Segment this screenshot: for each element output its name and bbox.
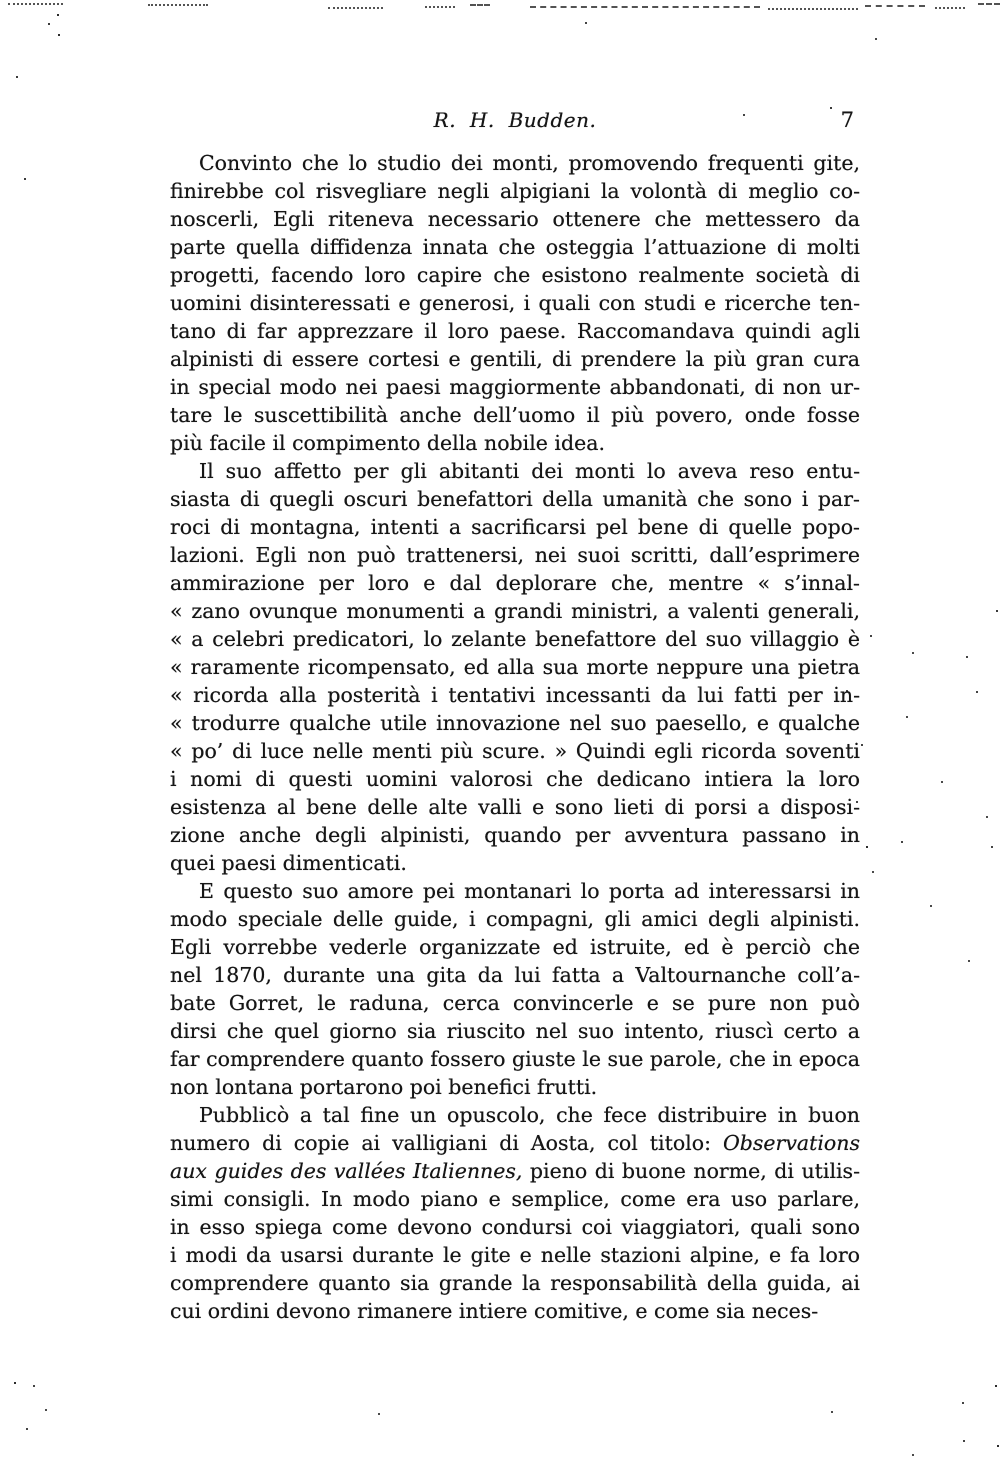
text-line: numero di copie ai valligiani di Aosta, col titolo: Observations <box>170 1131 860 1155</box>
text-line: tare le suscettibilità anche dell’uomo il più povero, onde fosse <box>170 403 860 427</box>
scan-artifact-top <box>978 3 1000 5</box>
text-line: « trodurre qualche utile innovazione nel suo paesello, e qualche <box>170 711 860 735</box>
text-line: quei paesi dimenticati. <box>170 851 407 875</box>
text-line: comprendere quanto sia grande la responsabilità della guida, ai <box>170 1271 860 1295</box>
scan-artifact-top <box>935 7 965 9</box>
text-line: progetti, facendo loro capire che esistono realmente società di <box>170 263 860 287</box>
text-line: simi consigli. In modo piano e semplice, come era uso parlare, <box>170 1187 860 1211</box>
scan-artifact-top <box>425 6 455 8</box>
scan-artifact-top <box>8 3 63 5</box>
text-line: uomini disinteressati e generosi, i quali con studi e ricerche ten- <box>170 291 860 315</box>
scan-artifact-top <box>865 5 925 7</box>
text-line: Il suo affetto per gli abitanti dei monti lo aveva reso entu- <box>199 459 860 483</box>
text-line: Egli vorrebbe vederle organizzate ed istruite, ed è perciò che <box>170 935 860 959</box>
text-line: far comprendere quanto fossero giuste le sue parole, che in epoca <box>170 1047 860 1071</box>
text-line: E questo suo amore pei montanari lo porta ad interessarsi in <box>199 879 860 903</box>
scan-artifact-top <box>768 8 858 10</box>
paragraph <box>170 149 860 457</box>
text-line: « ricorda alla posterità i tentativi incessanti da lui fatti per in- <box>170 683 860 707</box>
running-title: R. H. Budden. <box>433 108 597 132</box>
text-line: nel 1870, durante una gita da lui fatta a Valtournanche coll’a- <box>170 963 860 987</box>
scan-artifact-top <box>470 4 490 6</box>
page-number: 7 <box>840 108 854 132</box>
text-line: ammirazione per loro e dal deplorare che, mentre « s’innal- <box>170 571 860 595</box>
text-line: in esso spiega come devono condursi coi viaggiatori, quali sono <box>170 1215 860 1239</box>
scan-artifact-top <box>328 7 383 9</box>
paragraph <box>170 877 860 1101</box>
page-body <box>170 149 860 1325</box>
text-line: in special modo nei paesi maggiormente abbandonati, di non ur- <box>170 375 860 399</box>
scan-noise <box>0 0 2 2</box>
text-line: i nomi di questi uomini valorosi che dedicano intiera la loro <box>170 767 860 791</box>
text-line: i modi da usarsi durante le gite e nelle stazioni alpine, e fa loro <box>170 1243 860 1267</box>
text-line: cui ordini devono rimanere intiere comitive, e come sia neces- <box>170 1299 819 1323</box>
scan-artifact-top <box>530 6 760 8</box>
text-line: più facile il compimento della nobile idea. <box>170 431 605 455</box>
page-header <box>170 108 860 138</box>
text-line: non lontana portarono poi benefici frutti. <box>170 1075 598 1099</box>
text-line: alpinisti di essere cortesi e gentili, di prendere la più gran cura <box>170 347 860 371</box>
text-line: dirsi che quel giorno sia riuscito nel suo intento, riuscì certo a <box>170 1019 860 1043</box>
text-line: zione anche degli alpinisti, quando per avventura passano in <box>170 823 860 847</box>
text-line: finirebbe col risvegliare negli alpigiani la volontà di meglio co- <box>170 179 860 203</box>
paragraph <box>170 457 860 877</box>
text-line: Convinto che lo studio dei monti, promovendo frequenti gite, <box>199 151 860 175</box>
text-line: parte quella diffidenza innata che osteggia l’attuazione di molti <box>170 235 860 259</box>
text-line: lazioni. Egli non può trattenersi, nei suoi scritti, dall’esprimere <box>170 543 860 567</box>
text-line: Pubblicò a tal fine un opuscolo, che fece distribuire in buon <box>199 1103 860 1127</box>
text-line: « a celebri predicatori, lo zelante benefattore del suo villaggio è <box>170 627 860 651</box>
scan-artifact-top <box>148 4 208 6</box>
text-line: tano di far apprezzare il loro paese. Raccomandava quindi agli <box>170 319 860 343</box>
text-line: aux guides des vallées Italiennes, pieno di buone norme, di utilis- <box>170 1159 861 1183</box>
text-line: bate Gorret, le raduna, cerca convincerle e se pure non può <box>170 991 860 1015</box>
text-line: esistenza al bene delle alte valli e sono lieti di porsi a disposi- <box>170 795 860 819</box>
text-line: noscerli, Egli riteneva necessario ottenere che mettessero da <box>170 207 860 231</box>
paragraph <box>170 1101 860 1325</box>
text-line: « zano ovunque monumenti a grandi ministri, a valenti generali, <box>170 599 860 623</box>
text-line: « po’ di luce nelle menti più scure. » Quindi egli ricorda soventi <box>170 739 860 763</box>
text-line: « raramente ricompensato, ed alla sua morte neppure una pietra <box>170 655 860 679</box>
text-line: modo speciale delle guide, i compagni, gli amici degli alpinisti. <box>170 907 860 931</box>
text-line: roci di montagna, intenti a sacrificarsi pel bene di quelle popo- <box>170 515 860 539</box>
text-line: siasta di quegli oscuri benefattori della umanità che sono i par- <box>170 487 860 511</box>
